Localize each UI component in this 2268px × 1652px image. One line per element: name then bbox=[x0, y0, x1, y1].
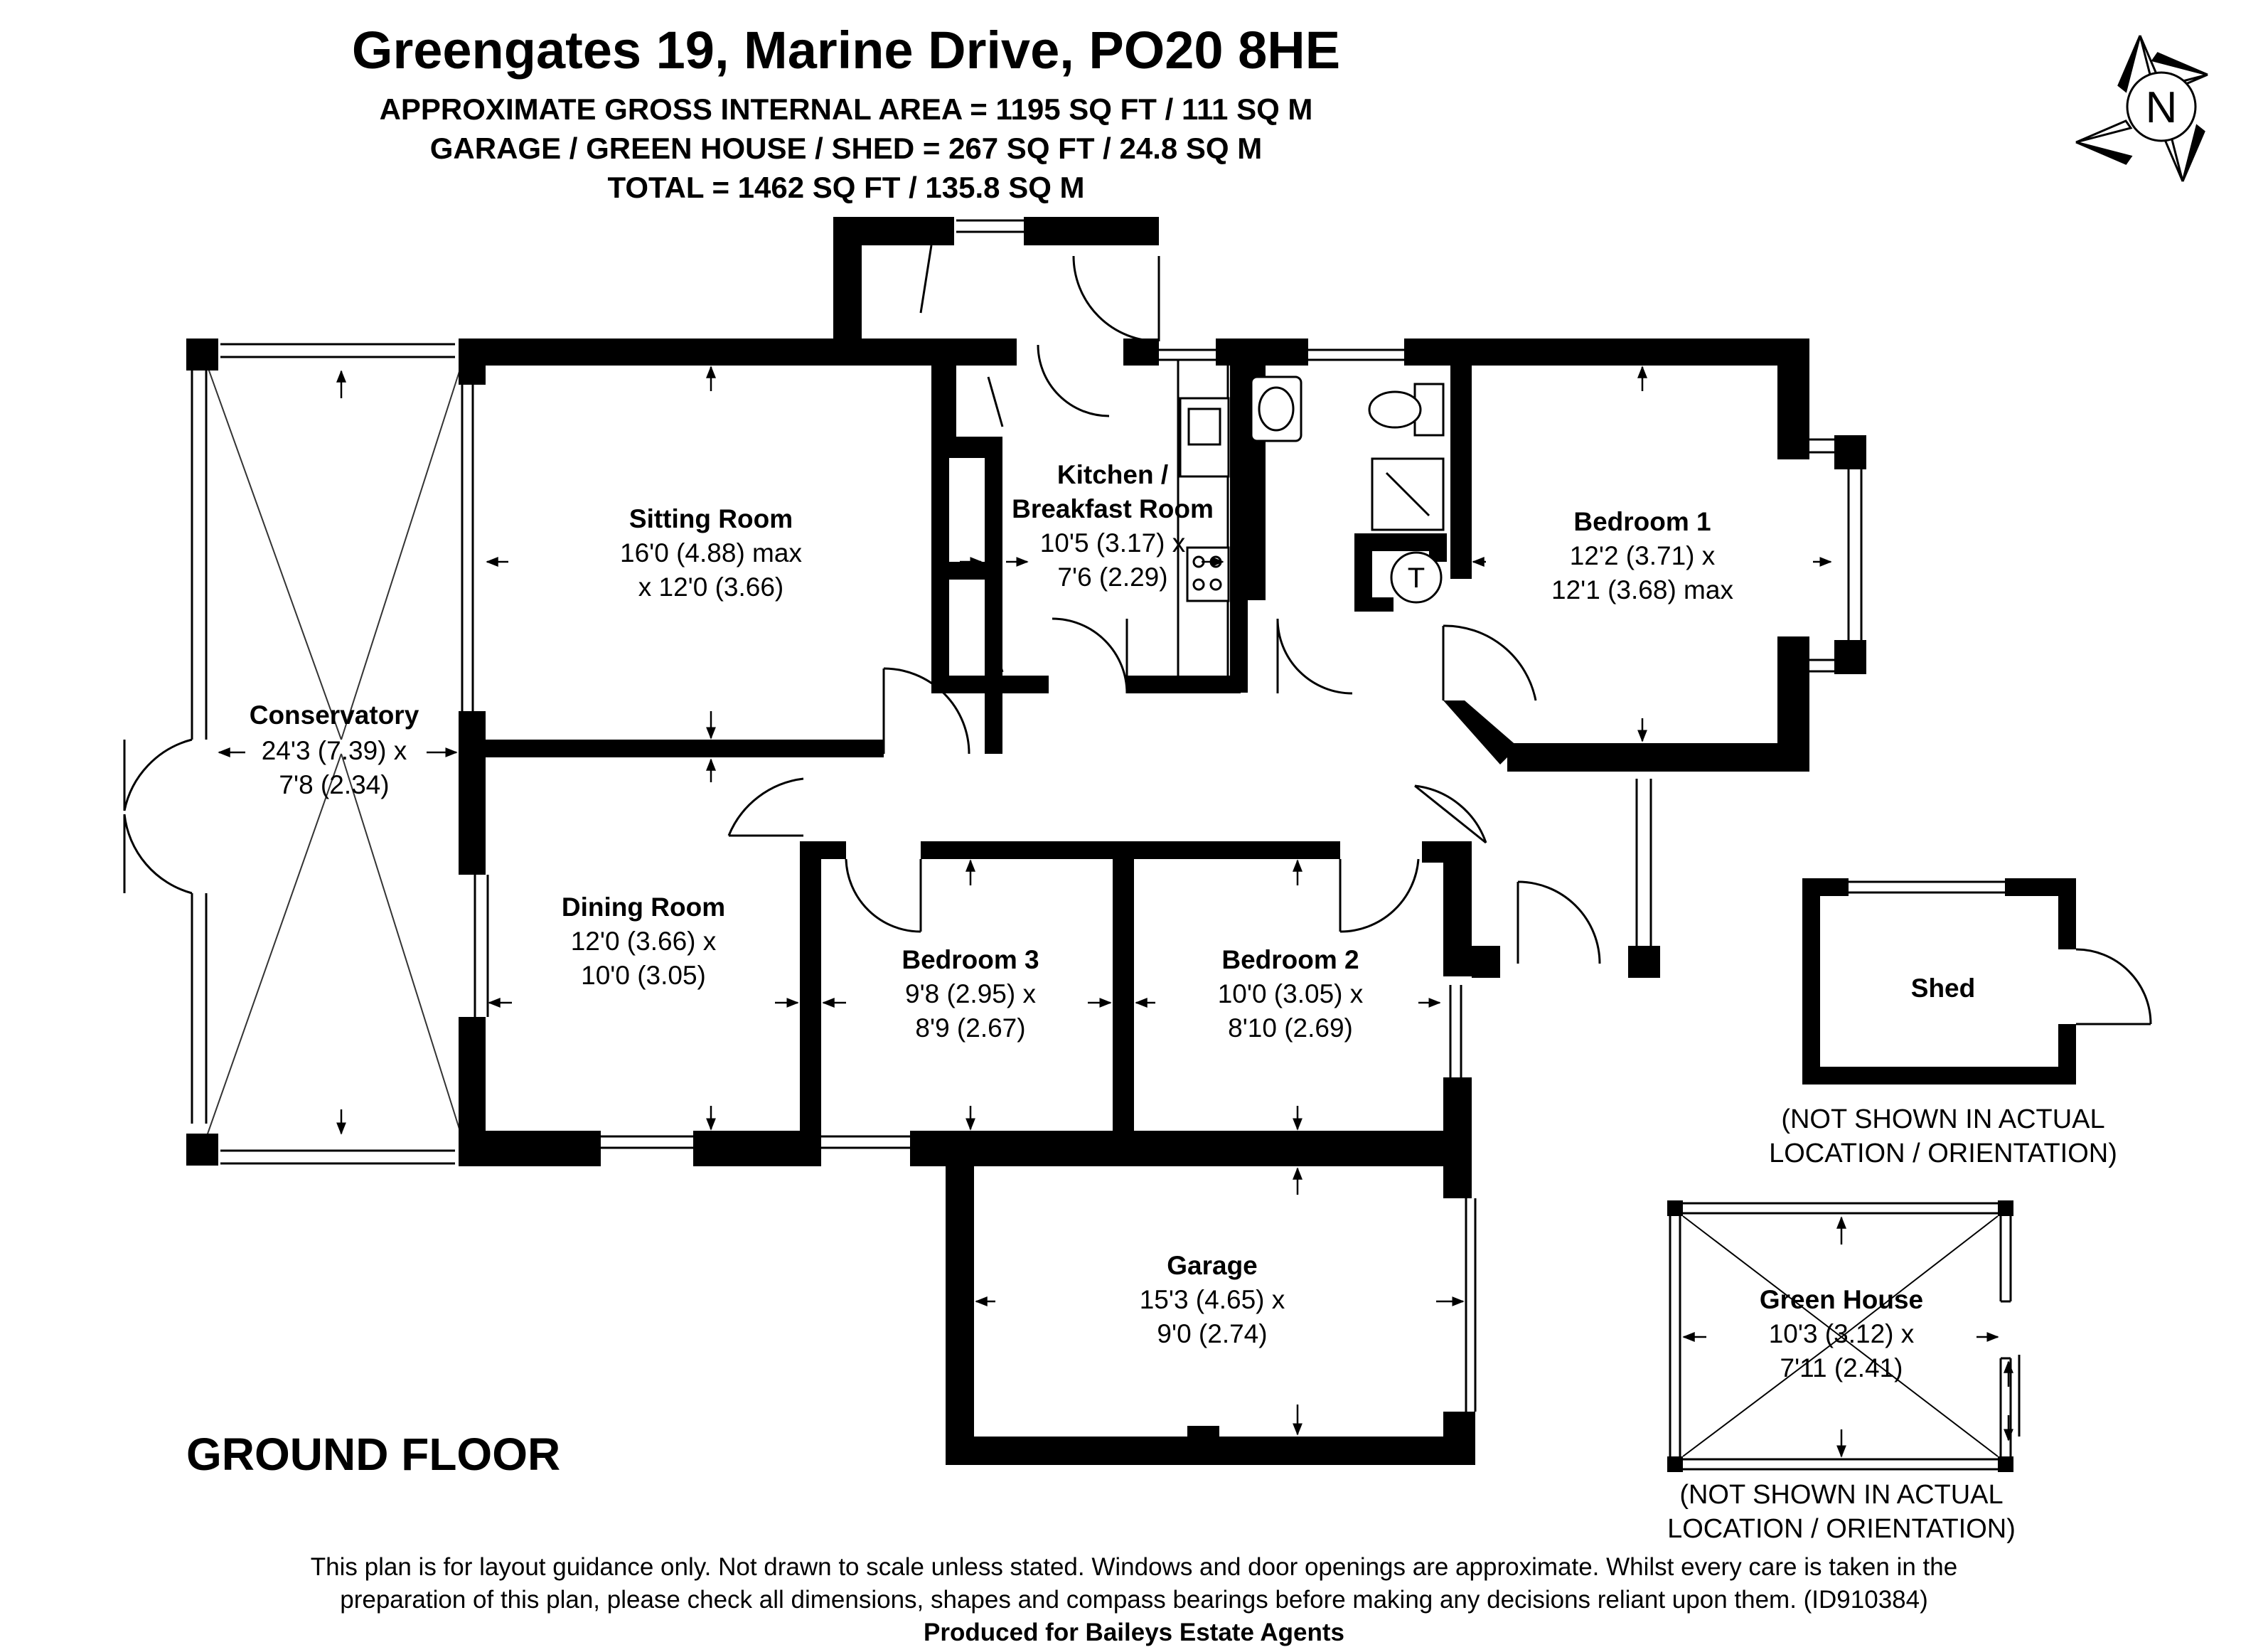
disclaimer-line-1: This plan is for layout guidance only. Not drawn to scale unless stated. Windows and door openings are approximate. Whilst every care is taken in the bbox=[310, 1553, 1958, 1581]
room-name: Shed bbox=[1910, 974, 1976, 1003]
outbuildings-area: GARAGE / GREEN HOUSE / SHED = 267 SQ FT / 24.8 SQ M bbox=[429, 132, 1263, 165]
room-bedroom-2 bbox=[1218, 945, 1364, 1043]
room-dimension: 8'9 (2.67) bbox=[915, 1013, 1026, 1043]
floor-label: GROUND FLOOR bbox=[186, 1429, 561, 1480]
walls bbox=[186, 217, 2076, 1472]
room-dimension: 8'10 (2.69) bbox=[1228, 1013, 1353, 1043]
room-garage bbox=[1140, 1251, 1285, 1348]
room-dimension: 10'3 (3.12) x bbox=[1768, 1319, 1915, 1348]
produced-for-credit: Produced for Baileys Estate Agents bbox=[924, 1619, 1344, 1646]
location-note: LOCATION / ORIENTATION) bbox=[1667, 1514, 2016, 1544]
room-dimension: 7'11 (2.41) bbox=[1780, 1353, 1903, 1382]
room-dimension: 15'3 (4.65) x bbox=[1139, 1285, 1285, 1314]
room-name: Kitchen / bbox=[1057, 460, 1169, 489]
room-dimension: 9'0 (2.74) bbox=[1157, 1319, 1268, 1348]
room-green-house bbox=[1667, 1285, 2016, 1544]
room-bedroom-3 bbox=[902, 945, 1039, 1043]
gross-internal-area: APPROXIMATE GROSS INTERNAL AREA = 1195 SQ FT / 111 SQ M bbox=[379, 92, 1313, 126]
location-note: (NOT SHOWN IN ACTUAL bbox=[1679, 1480, 2004, 1510]
disclaimer-line-2: preparation of this plan, please check all dimensions, shapes and compass bearings before making any decisions reliant upon them. (ID910384) bbox=[340, 1586, 1928, 1614]
tank-label: T bbox=[1407, 563, 1425, 594]
room-conservatory bbox=[250, 700, 419, 799]
north-compass-icon bbox=[2076, 36, 2208, 181]
room-bedroom-1 bbox=[1551, 507, 1733, 604]
room-dimension: 10'5 (3.17) x bbox=[1039, 528, 1186, 558]
room-sitting-room bbox=[620, 504, 802, 602]
hob-icon bbox=[1187, 548, 1229, 601]
room-name: Sitting Room bbox=[628, 504, 793, 533]
room-name: Conservatory bbox=[249, 700, 419, 730]
room-name: Green House bbox=[1759, 1285, 1924, 1314]
room-dimension: 12'1 (3.68) max bbox=[1551, 575, 1733, 604]
room-dimension: 12'0 (3.66) x bbox=[570, 927, 717, 956]
room-name: Bedroom 2 bbox=[1221, 945, 1359, 974]
location-note: (NOT SHOWN IN ACTUAL bbox=[1781, 1104, 2105, 1134]
compass-label: N bbox=[2145, 83, 2178, 132]
room-dimension: x 12'0 (3.66) bbox=[638, 572, 784, 602]
room-dining-room bbox=[562, 892, 725, 990]
room-dimension: 10'0 (3.05) x bbox=[1217, 979, 1364, 1008]
room-dimension: 9'8 (2.95) x bbox=[905, 979, 1036, 1008]
room-dimension: 24'3 (7.39) x bbox=[261, 736, 407, 765]
plan-title: Greengates 19, Marine Drive, PO20 8HE bbox=[351, 21, 1341, 80]
room-dimension: 16'0 (4.88) max bbox=[620, 538, 802, 567]
room-kitchen-breakfast bbox=[1012, 460, 1214, 592]
room-name: Bedroom 1 bbox=[1573, 507, 1711, 536]
room-dimension: 12'2 (3.71) x bbox=[1569, 541, 1716, 570]
room-name: Garage bbox=[1167, 1251, 1258, 1280]
total-area: TOTAL = 1462 SQ FT / 135.8 SQ M bbox=[607, 171, 1085, 204]
location-note: LOCATION / ORIENTATION) bbox=[1769, 1139, 2117, 1168]
room-name: Dining Room bbox=[561, 892, 726, 922]
room-name: Bedroom 3 bbox=[902, 945, 1039, 974]
room-dimension: 7'6 (2.29) bbox=[1057, 563, 1168, 592]
fixtures bbox=[1180, 377, 1443, 602]
room-name: Breakfast Room bbox=[1012, 494, 1214, 523]
room-dimension: 7'8 (2.34) bbox=[279, 770, 390, 799]
room-dimension: 10'0 (3.05) bbox=[581, 961, 706, 990]
